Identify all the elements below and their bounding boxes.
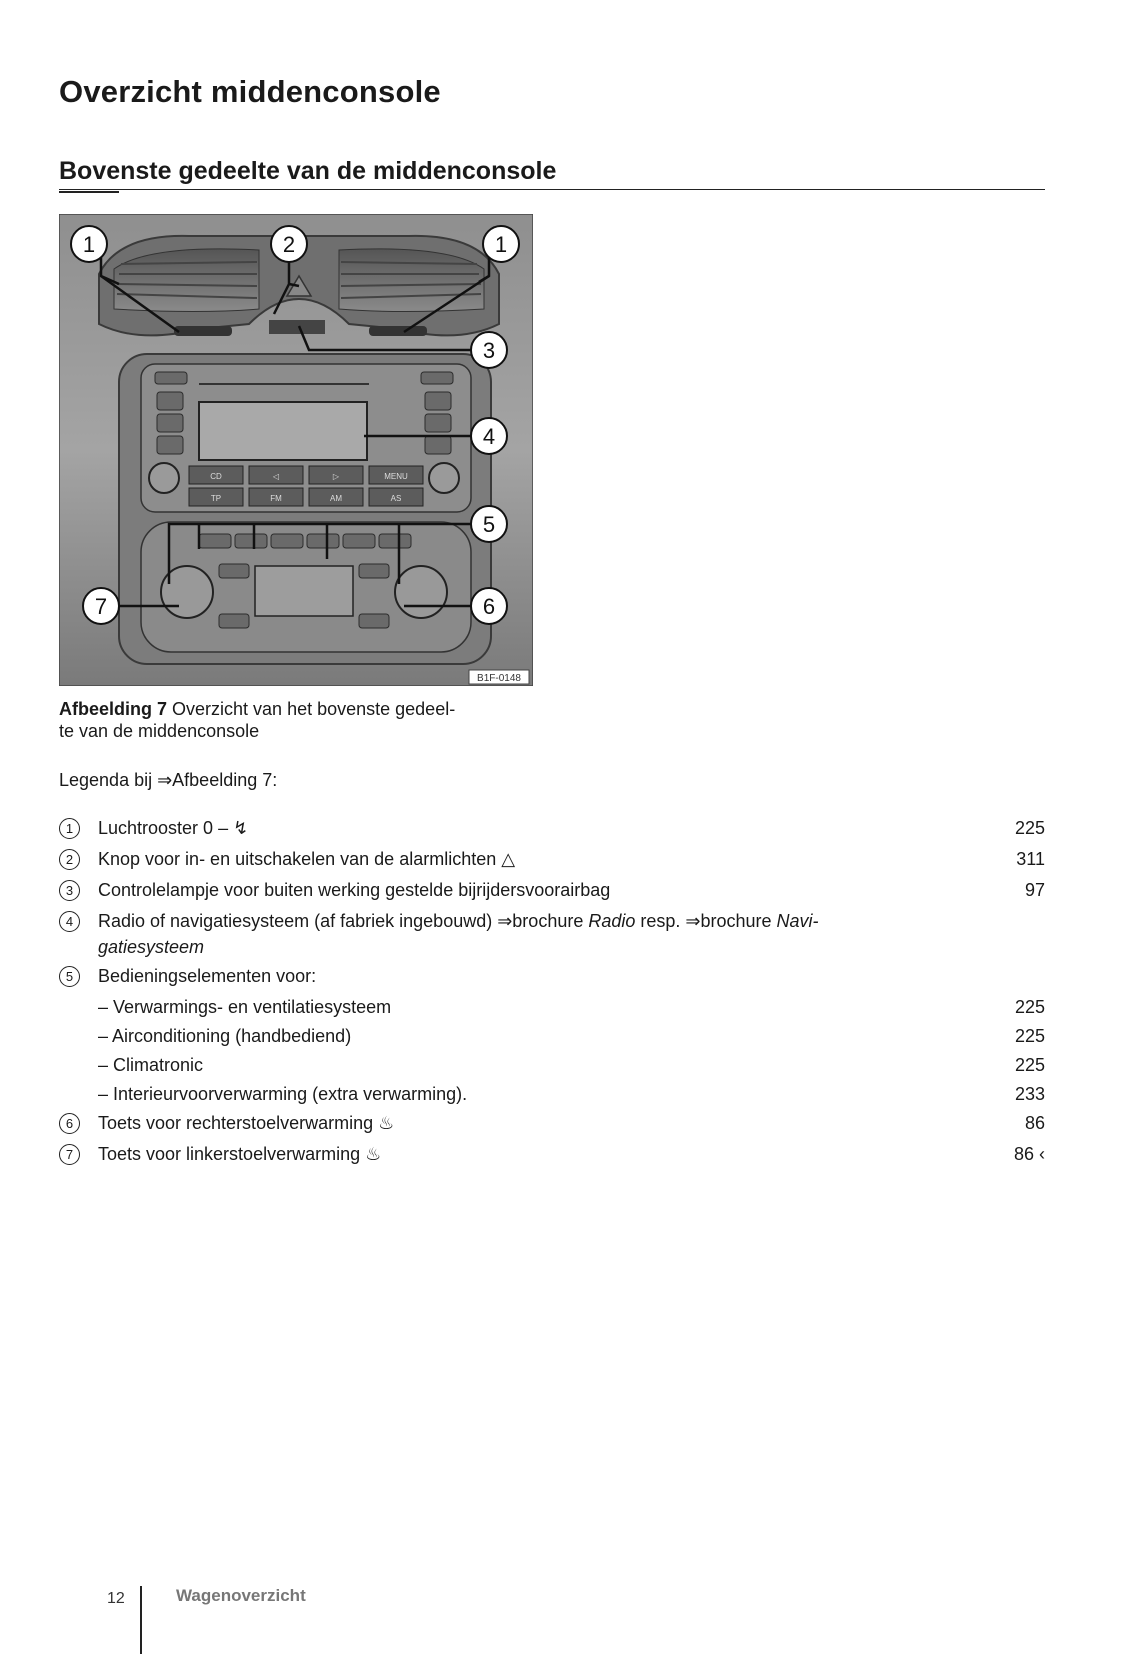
- callout-label: 7: [94, 594, 108, 619]
- radio-button-label: AS: [390, 494, 402, 503]
- list-item: [59, 846, 1045, 877]
- callout-label: 4: [482, 424, 496, 449]
- item-number: 1: [59, 818, 80, 839]
- item-text: resp. ⇒brochure: [635, 911, 777, 931]
- legend-intro: Legenda bij ⇒Afbeelding 7:: [59, 770, 278, 790]
- caption-line2: te van de middenconsole: [59, 721, 260, 741]
- list-item: [59, 815, 1045, 846]
- page-ref: 97: [1024, 880, 1045, 900]
- caption-label: Afbeelding 7: [59, 699, 168, 719]
- list-item: [59, 908, 1045, 963]
- sub-list-item: [59, 1081, 1045, 1110]
- radio-button-label: ◁: [272, 472, 280, 481]
- radio-button-label: FM: [270, 494, 282, 503]
- figure-code: B1F-0148: [477, 673, 521, 684]
- item-text: Luchtrooster 0 –: [98, 818, 234, 838]
- page-ref: 225: [1014, 1055, 1045, 1075]
- page-title: Overzicht middenconsole: [59, 74, 441, 109]
- page-ref: 225: [1014, 997, 1045, 1017]
- section-heading: Bovenste gedeelte van de middenconsole: [59, 157, 557, 185]
- list-item: [59, 1110, 1045, 1141]
- page-ref: 311: [1016, 849, 1045, 869]
- list-item: [59, 963, 1045, 994]
- page-number: 12: [107, 1590, 125, 1607]
- sub-list-item: [59, 994, 1045, 1023]
- heading-rule: [59, 189, 1045, 190]
- radio-button-label: TP: [210, 494, 222, 503]
- callout-label: 3: [482, 338, 496, 363]
- right-air-vent: [339, 249, 484, 312]
- radio-button-label: AM: [330, 494, 342, 503]
- legend-list: [59, 815, 1045, 1172]
- heading-rule-accent: [59, 191, 119, 193]
- item-number: 5: [59, 966, 80, 987]
- item-number: 6: [59, 1113, 80, 1134]
- callout-label: 1: [82, 232, 96, 257]
- caption-line1: Overzicht van het bovenste gedeel-: [172, 699, 456, 719]
- air-vent-icon: ↯: [233, 818, 249, 838]
- item-text: Bedieningselementen voor:: [98, 966, 317, 986]
- radio-button-label: MENU: [384, 472, 408, 481]
- item-number: 3: [59, 880, 80, 901]
- volume-knob: [149, 463, 179, 493]
- item-number: 2: [59, 849, 80, 870]
- sub-list-item: [59, 1023, 1045, 1052]
- page-ref: 225: [1014, 1026, 1045, 1046]
- radio-button-label: ▷: [332, 472, 340, 481]
- callout-label: 5: [482, 512, 496, 537]
- item-text: Toets voor rechterstoelverwarming: [98, 1113, 379, 1133]
- footer-section: Wagenoverzicht: [176, 1586, 306, 1605]
- radio-display: [199, 402, 367, 460]
- sub-item-text: – Interieurvoorverwarming (extra verwarming).: [98, 1084, 468, 1104]
- sub-item-text: – Climatronic: [98, 1055, 204, 1075]
- seat-heating-icon: ♨: [365, 1144, 382, 1164]
- seat-heating-icon: ♨: [378, 1113, 395, 1133]
- page-ref: 225: [1014, 818, 1045, 838]
- figure-caption: [59, 698, 539, 742]
- console-illustration: [59, 214, 533, 686]
- callout-label: 2: [282, 232, 296, 257]
- item-text: Controlelampje voor buiten werking gestelde bijrijdersvoorairbag: [98, 880, 611, 900]
- item-text: Toets voor linkerstoelverwarming: [98, 1144, 366, 1164]
- list-item: [59, 1141, 1045, 1172]
- page-ref: 86: [1024, 1113, 1045, 1133]
- footer-divider: [140, 1586, 142, 1654]
- tuning-knob: [429, 463, 459, 493]
- hazard-triangle-icon: △: [501, 849, 516, 869]
- item-number: 7: [59, 1144, 80, 1165]
- page-ref: 86: [1013, 1144, 1034, 1164]
- item-number: 4: [59, 911, 80, 932]
- sub-list-item: [59, 1052, 1045, 1081]
- list-item: [59, 877, 1045, 908]
- callout-label: 1: [494, 232, 508, 257]
- climate-display: [255, 566, 353, 616]
- callout-label: 6: [482, 594, 496, 619]
- item-text: Radio of navigatiesysteem (af fabriek ingebouwd) ⇒brochure: [98, 911, 589, 931]
- end-marker-icon: ‹: [1039, 1144, 1045, 1164]
- item-text: Knop voor in- en uitschakelen van de alarmlichten: [98, 849, 502, 869]
- sub-item-text: – Verwarmings- en ventilatiesysteem: [98, 997, 392, 1017]
- sub-item-text: – Airconditioning (handbediend): [98, 1026, 352, 1046]
- radio-button-label: CD: [210, 472, 222, 481]
- brochure-radio-link: Radio: [588, 911, 636, 931]
- console-photo: [59, 214, 533, 686]
- right-seat-heat-knob: [395, 566, 447, 618]
- page-ref: 233: [1014, 1084, 1045, 1104]
- brochure-navigation-link: Navi-gatiesysteem: [98, 911, 819, 957]
